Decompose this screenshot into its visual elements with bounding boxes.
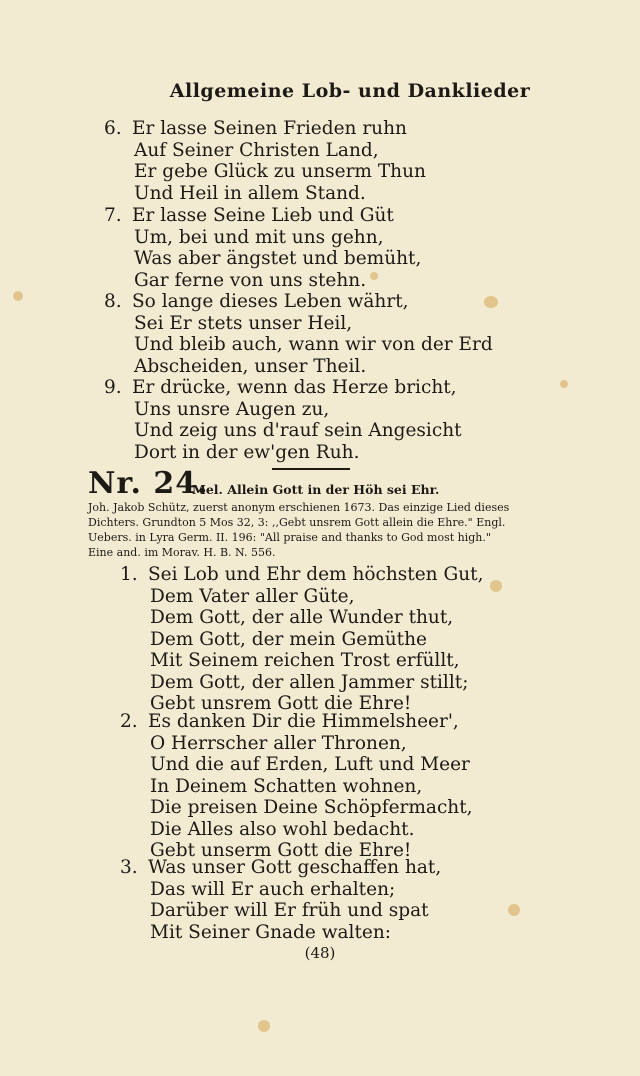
hymn-credits (88, 500, 548, 560)
stanza-8 (104, 291, 493, 378)
verse-line: Und zeig uns d'rauf sein Angesicht (134, 420, 462, 442)
verse-line: Was unser Gott geschaffen hat, (148, 857, 442, 878)
hymn-number-title: Nr. 24. (88, 466, 209, 501)
stanza-number: 2. (120, 711, 138, 732)
stanza-number: 7. (104, 205, 122, 226)
hymn24-stanza-3 (120, 857, 441, 943)
stanza-7 (104, 205, 421, 292)
verse-line: Uns unsre Augen zu, (134, 398, 330, 420)
page-number: (48) (304, 944, 336, 962)
stanza-number: 6. (104, 118, 122, 139)
verse-line: O Herrscher aller Thronen, (150, 732, 407, 754)
verse-line: Gebt unsrem Gott die Ehre! (150, 693, 412, 714)
verse-line: Und die auf Erden, Luft und Meer (150, 754, 470, 775)
verse-line: Dem Vater aller Güte, (150, 585, 355, 607)
verse-line: Dem Gott, der allen Jammer stillt; (150, 671, 469, 693)
stanza-number: 1. (120, 564, 138, 585)
verse-line: Um, bei und mit uns gehn, (134, 226, 384, 248)
verse-line: Er lasse Seine Lieb und Güt (132, 205, 394, 226)
verse-line: Er lasse Seinen Frieden ruhn (132, 118, 407, 139)
title-rule (272, 468, 350, 470)
verse-line: Gebt unserm Gott die Ehre! (150, 840, 412, 861)
verse-line: Abscheiden, unser Theil. (134, 356, 367, 378)
verse-line: Dort in der ew'gen Ruh. (134, 442, 360, 464)
running-header: Allgemeine Lob- und Danklieder (169, 80, 531, 102)
credit-line: Dichters. Grundton 5 Mos 32, 3: ,,Gebt unsrem Gott allein die Ehre." Engl. (88, 516, 506, 529)
verse-line: Sei Lob und Ehr dem höchsten Gut, (148, 564, 484, 585)
verse-line: Mit Seinem reichen Trost erfüllt, (150, 650, 460, 671)
verse-line: Die preisen Deine Schöpfermacht, (150, 797, 473, 818)
verse-line: So lange dieses Leben währt, (132, 291, 409, 312)
stanza-number: 8. (104, 291, 122, 312)
credit-line: Joh. Jakob Schütz, zuerst anonym erschienen 1673. Das einzige Lied dieses (88, 501, 510, 514)
verse-line: Und Heil in allem Stand. (134, 183, 366, 205)
verse-line: Es danken Dir die Himmelsheer', (148, 711, 459, 732)
verse-line: Er gebe Glück zu unserm Thun (134, 161, 426, 183)
verse-line: Und bleib auch, wann wir von der Erd (134, 334, 493, 356)
verse-line: Das will Er auch erhalten; (150, 878, 396, 900)
credit-line: Eine and. im Morav. H. B. N. 556. (88, 546, 276, 559)
hymn24-stanza-1 (120, 564, 483, 715)
verse-line: Er drücke, wenn das Herze bricht, (132, 377, 457, 398)
verse-line: Dem Gott, der mein Gemüthe (150, 628, 427, 650)
credit-line: Uebers. in Lyra Germ. II. 196: "All praise and thanks to God most high." (88, 531, 491, 544)
melody-note: Mel. Allein Gott in der Höh sei Ehr. (192, 482, 440, 497)
verse-line: Darüber will Er früh und spat (150, 900, 429, 921)
stanza-9 (104, 377, 462, 464)
verse-line: Gar ferne von uns stehn. (134, 270, 367, 292)
stanza-6 (104, 118, 426, 205)
verse-line: Mit Seiner Gnade walten: (150, 921, 392, 943)
verse-line: Dem Gott, der alle Wunder thut, (150, 607, 454, 628)
verse-line: Was aber ängstet und bemüht, (134, 248, 422, 270)
stanza-number: 9. (104, 377, 122, 398)
verse-line: Die Alles also wohl bedacht. (150, 818, 415, 840)
verse-line: In Deinem Schatten wohnen, (150, 775, 423, 797)
stanza-number: 3. (120, 857, 138, 878)
verse-line: Auf Seiner Christen Land, (134, 139, 379, 161)
verse-line: Sei Er stets unser Heil, (134, 312, 353, 334)
hymn24-stanza-2 (120, 711, 473, 862)
